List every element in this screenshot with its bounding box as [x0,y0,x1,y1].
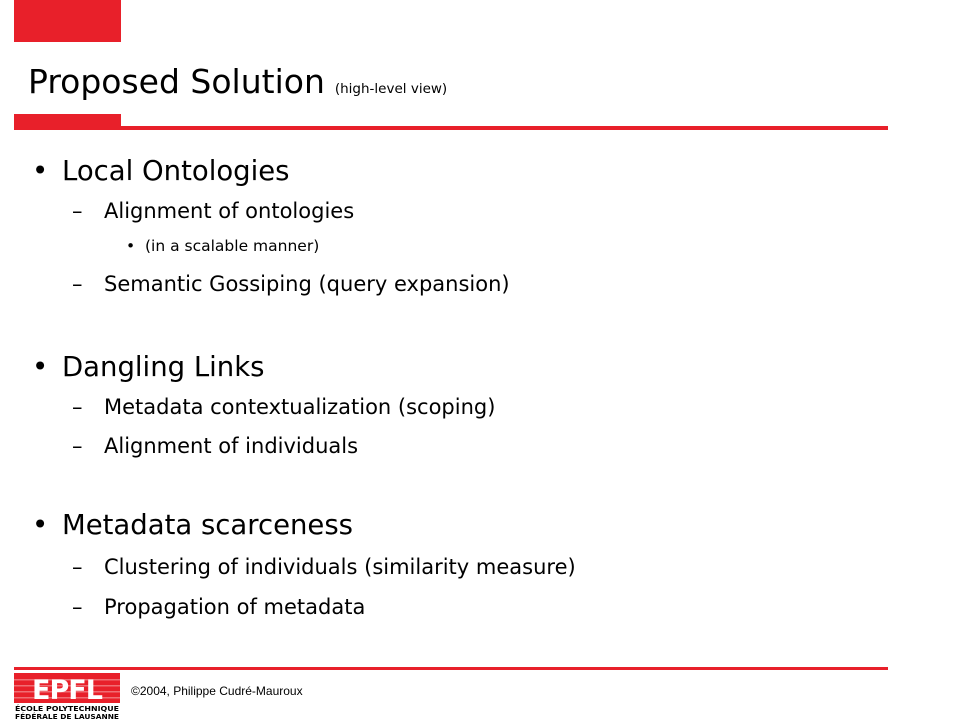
dash-mark: – [72,199,83,223]
bullet-text: Dangling Links [62,351,265,383]
bullet-mark: • [32,509,49,541]
dash-mark: – [72,595,83,619]
bullet-text: Local Ontologies [62,155,290,187]
subsubbullet-text: (in a scalable manner) [145,237,320,255]
subbullet-text: Clustering of individuals (similarity measure) [104,555,576,579]
bullet-mark: • [32,351,49,383]
logo-line-2: FÉDÉRALE DE LAUSANNE [15,712,120,720]
subbullet-text: Alignment of individuals [104,434,359,458]
dash-mark: – [72,395,83,419]
bullet-mark: • [32,155,49,187]
bullet-mark: • [126,237,136,255]
slide-subtitle: (high-level view) [334,81,448,97]
subbullet-text: Metadata contextualization (scoping) [104,395,496,419]
subbullet-text: Semantic Gossiping (query expansion) [104,272,510,296]
subbullet-text: Propagation of metadata [104,595,366,619]
logo-line-1: ÉCOLE POLYTECHNIQUE [15,704,120,713]
logo-wordmark: EPFL [32,675,102,706]
slide-title-text: Proposed Solution [28,62,325,101]
bullet-text: Metadata scarceness [62,509,354,541]
dash-mark: – [72,272,83,296]
epfl-logo [14,673,120,720]
footer-rule [14,667,888,670]
dash-mark: – [72,555,83,579]
dash-mark: – [72,434,83,458]
subbullet-text: Alignment of ontologies [104,199,355,223]
footer-copyright: ©2004, Philippe Cudré-Mauroux [131,684,303,698]
